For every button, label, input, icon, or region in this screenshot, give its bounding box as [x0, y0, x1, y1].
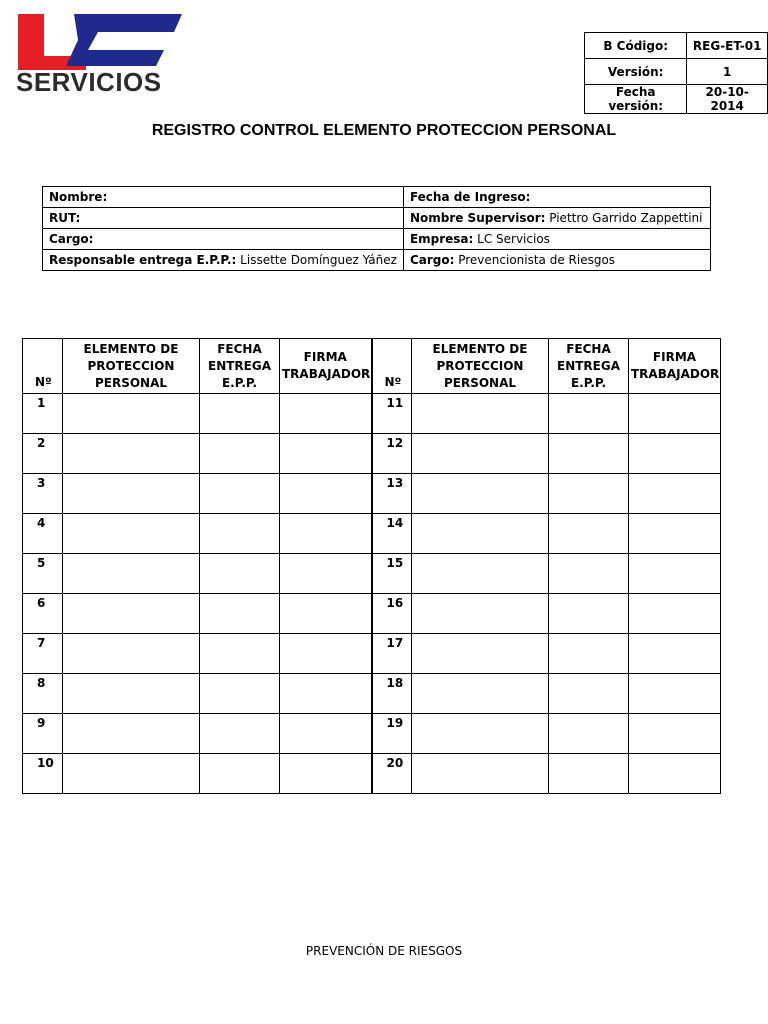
row-number: 18	[372, 674, 412, 714]
fecha-entrega-cell[interactable]	[549, 554, 629, 594]
empresa-label: Empresa:	[409, 232, 474, 246]
firma-cell[interactable]	[280, 394, 372, 434]
table-row	[23, 634, 721, 674]
fecha-entrega-cell[interactable]	[200, 394, 280, 434]
row-number: 10	[23, 754, 63, 794]
row-number: 4	[23, 514, 63, 554]
document-title: REGISTRO CONTROL ELEMENTO PROTECCION PERSONAL	[151, 122, 617, 139]
elemento-header: ELEMENTO DE PROTECCION PERSONAL	[63, 339, 200, 394]
firma-cell[interactable]	[629, 714, 721, 754]
info-row	[43, 187, 711, 208]
elemento-header: ELEMENTO DE PROTECCION PERSONAL	[412, 339, 549, 394]
fecha-entrega-cell[interactable]	[200, 434, 280, 474]
table-row	[23, 714, 721, 754]
elemento-cell[interactable]	[63, 634, 200, 674]
elemento-cell[interactable]	[63, 554, 200, 594]
firma-cell[interactable]	[629, 474, 721, 514]
fecha-entrega-cell[interactable]	[549, 434, 629, 474]
fecha-ingreso-label: Fecha de Ingreso:	[409, 190, 531, 204]
nombre-label: Nombre:	[49, 190, 108, 204]
cargo-cell[interactable]	[43, 229, 404, 250]
row-number: 13	[372, 474, 412, 514]
table-row	[23, 554, 721, 594]
responsable-cargo-value: Prevencionista de Riesgos	[454, 253, 616, 267]
document-code-table	[584, 32, 768, 114]
info-row	[43, 229, 711, 250]
firma-cell[interactable]	[629, 394, 721, 434]
fecha-entrega-cell[interactable]	[200, 634, 280, 674]
firma-cell[interactable]	[629, 594, 721, 634]
table-row	[23, 674, 721, 714]
elemento-cell[interactable]	[412, 674, 549, 714]
info-row	[43, 250, 711, 271]
firma-cell[interactable]	[280, 434, 372, 474]
cargo-label: Cargo:	[49, 232, 94, 246]
fecha-entrega-cell[interactable]	[549, 674, 629, 714]
fecha-entrega-cell[interactable]	[200, 594, 280, 634]
table-row	[23, 594, 721, 634]
fecha-entrega-cell[interactable]	[549, 474, 629, 514]
num-header: Nº	[372, 339, 412, 394]
row-number: 20	[372, 754, 412, 794]
fecha-entrega-cell[interactable]	[200, 714, 280, 754]
elemento-cell[interactable]	[63, 714, 200, 754]
row-number: 17	[372, 634, 412, 674]
responsable-cargo-label: Cargo:	[409, 253, 455, 267]
elemento-cell[interactable]	[412, 754, 549, 794]
fecha-entrega-cell[interactable]	[549, 594, 629, 634]
table-row	[23, 474, 721, 514]
epp-header-row	[23, 339, 721, 394]
fecha-entrega-header: FECHA ENTREGA E.P.P.	[200, 339, 280, 394]
responsable-cargo-cell	[403, 250, 710, 271]
fecha-entrega-cell[interactable]	[200, 514, 280, 554]
epp-table-body	[23, 394, 721, 794]
firma-cell[interactable]	[629, 674, 721, 714]
code-label: B Código:	[585, 33, 687, 59]
row-number: 19	[372, 714, 412, 754]
table-row	[23, 514, 721, 554]
row-number: 14	[372, 514, 412, 554]
row-number: 5	[23, 554, 63, 594]
fecha-entrega-cell[interactable]	[549, 634, 629, 674]
info-row	[43, 208, 711, 229]
table-row	[23, 394, 721, 434]
table-row	[23, 434, 721, 474]
firma-cell[interactable]	[629, 634, 721, 674]
supervisor-cell	[403, 208, 710, 229]
fecha-entrega-cell[interactable]	[200, 554, 280, 594]
fecha-entrega-cell[interactable]	[200, 474, 280, 514]
responsable-cell	[43, 250, 404, 271]
elemento-cell[interactable]	[63, 474, 200, 514]
firma-header: FIRMA TRABAJADOR	[280, 339, 372, 394]
row-number: 15	[372, 554, 412, 594]
version-date-label: Fecha versión:	[585, 85, 687, 114]
supervisor-value: Piettro Garrido Zappettini	[545, 211, 703, 225]
version-row	[585, 59, 768, 85]
firma-cell[interactable]	[280, 674, 372, 714]
firma-cell[interactable]	[280, 714, 372, 754]
row-number: 12	[372, 434, 412, 474]
row-number: 9	[23, 714, 63, 754]
firma-cell[interactable]	[280, 634, 372, 674]
code-value: REG-ET-01	[687, 33, 768, 59]
row-number: 1	[23, 394, 63, 434]
nombre-cell[interactable]	[43, 187, 404, 208]
elemento-cell[interactable]	[412, 594, 549, 634]
row-number: 8	[23, 674, 63, 714]
firma-cell[interactable]	[280, 474, 372, 514]
elemento-cell[interactable]	[412, 714, 549, 754]
version-date-row	[585, 85, 768, 114]
code-row	[585, 33, 768, 59]
firma-header: FIRMA TRABAJADOR	[629, 339, 721, 394]
fecha-entrega-cell[interactable]	[200, 754, 280, 794]
responsable-label: Responsable entrega E.P.P.:	[49, 253, 237, 267]
rut-label: RUT:	[49, 211, 81, 225]
firma-cell[interactable]	[280, 554, 372, 594]
fecha-entrega-cell[interactable]	[549, 754, 629, 794]
version-label: Versión:	[585, 59, 687, 85]
elemento-cell[interactable]	[412, 434, 549, 474]
row-number: 16	[372, 594, 412, 634]
firma-cell[interactable]	[280, 754, 372, 794]
elemento-cell[interactable]	[63, 594, 200, 634]
elemento-cell[interactable]	[412, 394, 549, 434]
firma-cell[interactable]	[629, 754, 721, 794]
responsable-value: Lissette Domínguez Yáñez	[236, 253, 397, 267]
fecha-entrega-cell[interactable]	[549, 714, 629, 754]
elemento-cell[interactable]	[63, 754, 200, 794]
elemento-cell[interactable]	[63, 674, 200, 714]
fecha-ingreso-cell[interactable]	[403, 187, 710, 208]
elemento-cell[interactable]	[63, 434, 200, 474]
elemento-cell[interactable]	[412, 554, 549, 594]
firma-cell[interactable]	[629, 434, 721, 474]
rut-cell[interactable]	[43, 208, 404, 229]
logo-text: SERVICIOS	[16, 67, 162, 97]
row-number: 11	[372, 394, 412, 434]
firma-cell[interactable]	[629, 554, 721, 594]
worker-info-table	[42, 186, 711, 271]
fecha-entrega-header: FECHA ENTREGA E.P.P.	[549, 339, 629, 394]
empresa-value: LC Servicios	[473, 232, 550, 246]
fecha-entrega-cell[interactable]	[200, 674, 280, 714]
fecha-entrega-cell[interactable]	[549, 514, 629, 554]
num-header: Nº	[23, 339, 63, 394]
elemento-cell[interactable]	[412, 634, 549, 674]
elemento-cell[interactable]	[63, 514, 200, 554]
table-row	[23, 754, 721, 794]
elemento-cell[interactable]	[412, 514, 549, 554]
version-date-value: 20-10-2014	[687, 85, 768, 114]
elemento-cell[interactable]	[412, 474, 549, 514]
firma-cell[interactable]	[280, 514, 372, 554]
firma-cell[interactable]	[629, 514, 721, 554]
epp-register-table	[22, 338, 721, 794]
row-number: 3	[23, 474, 63, 514]
fecha-entrega-cell[interactable]	[549, 394, 629, 434]
page-footer: PREVENCIÓN DE RIESGOS	[305, 944, 463, 958]
row-number: 2	[23, 434, 63, 474]
supervisor-label: Nombre Supervisor:	[409, 211, 546, 225]
empresa-cell	[403, 229, 710, 250]
firma-cell[interactable]	[280, 594, 372, 634]
elemento-cell[interactable]	[63, 394, 200, 434]
row-number: 7	[23, 634, 63, 674]
version-value: 1	[687, 59, 768, 85]
row-number: 6	[23, 594, 63, 634]
